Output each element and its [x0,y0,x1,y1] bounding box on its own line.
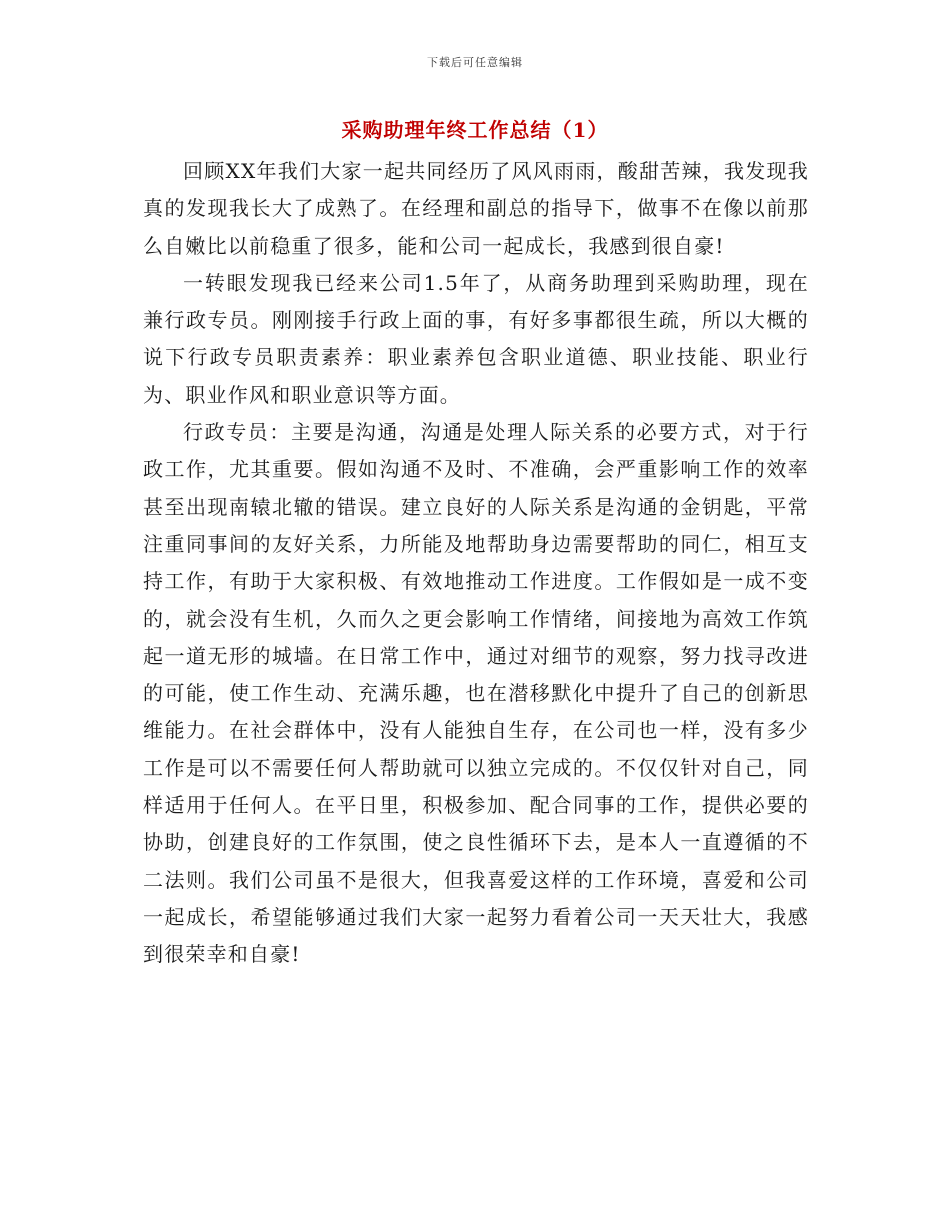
paragraph-admin-specialist: 行政专员：主要是沟通，沟通是处理人际关系的必要方式，对于行政工作，尤其重要。假如沟通不及时、不准确，会严重影响工作的效率甚至出现南辕北辙的错误。建立良好的人际关系是沟通的金钥匙，平常注重同事间的友好关系，力所能及地帮助身边需要帮助的同仁，相互支持工作，有助于大家积极、有效地推动工作进度。工作假如是一成不变的，就会没有生机，久而久之更会影响工作情绪，间接地为高效工作筑起一道无形的城墙。在日常工作中，通过对细节的观察，努力找寻改进的可能，使工作生动、充满乐趣，也在潜移默化中提升了自己的创新思维能力。在社会群体中，没有人能独自生存，在公司也一样，没有多少工作是可以不需要任何人帮助就可以独立完成的。不仅仅针对自己，同样适用于任何人。在平日里，积极参加、配合同事的工作，提供必要的协助，创建良好的工作氛围，使之良性循环下去，是本人一直遵循的不二法则。我们公司虽不是很大，但我喜爱这样的工作环境，喜爱和公司一起成长，希望能够通过我们大家一起努力看着公司一天天壮大，我感到很荣幸和自豪! [143,420,809,967]
paragraph-role: 一转眼发现我已经来公司1.5年了，从商务助理到采购助理，现在兼行政专员。刚刚接手行政上面的事，有好多事都很生疏，所以大概的说下行政专员职责素养：职业素养包含职业道德、职业技能、职业行为、职业作风和职业意识等方面。 [143,270,809,407]
header-note: 下载后可任意编辑 [427,56,523,69]
paragraph-review: 回顾XX年我们大家一起共同经历了风风雨雨，酸甜苦辣，我发现我真的发现我长大了成熟了。在经理和副总的指导下，做事不在像以前那么自嫩比以前稳重了很多，能和公司一起成长，我感到很自豪! [143,159,809,258]
document-title: 采购助理年终工作总结（1） [341,118,609,142]
document-body [143,153,809,974]
